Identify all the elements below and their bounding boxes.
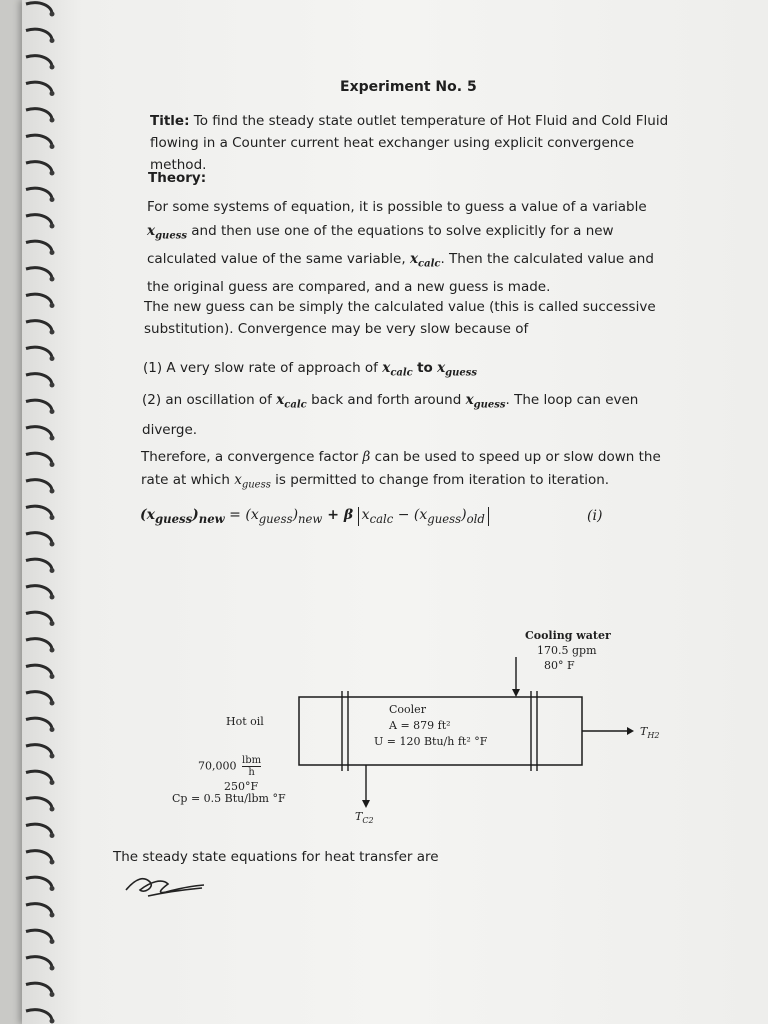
punch-hole [50,860,55,865]
hot-oil-cp: Cp = 0.5 Btu/lbm °F [172,792,286,805]
punch-hole [50,727,55,732]
spiral-coil [26,506,52,517]
punch-hole [50,91,55,96]
hot-oil-label: Hot oil [226,715,264,728]
theory-heading: Theory: [148,170,207,186]
spiral-coil [26,930,52,941]
spiral-coil [26,559,52,570]
spiral-coil [26,480,52,491]
punch-hole [50,409,55,414]
reason-item-1: (1) A very slow rate of approach of $x_{calc}$ to $x_{guess}$ [143,360,478,379]
spiral-coil [26,400,52,411]
cooling-water-temp: 80° F [544,659,575,672]
spiral-coil [26,639,52,650]
para1-text-a: For some systems of equation, it is possible to guess a value of a variable [147,199,647,215]
punch-hole [50,621,55,626]
spiral-coil [26,586,52,597]
closing-line: The steady state equations for heat transfer are [113,849,439,865]
x-guess-symbol: $x_{guess}$ [147,222,187,242]
punch-hole [50,489,55,494]
spiral-coil [26,453,52,464]
spiral-coil [26,798,52,809]
punch-hole [50,38,55,43]
punch-hole [50,595,55,600]
cooling-water-flow: 170.5 gpm [537,644,597,657]
punch-hole [50,1019,55,1024]
spiral-coil [26,215,52,226]
punch-hole [50,701,55,706]
punch-hole [50,118,55,123]
punch-hole [50,144,55,149]
para1-text-c: . Then the calculated value and the original guess are compared, and a new guess is made. [147,250,654,295]
theory-paragraph-2: The new guess can be simply the calculated value (this is called successive substitution). Convergence may be very slow because of [144,299,656,337]
title-label: Title: [150,113,190,129]
experiment-title: Experiment No. 5 [340,79,477,95]
punch-hole [50,436,55,441]
spiral-coil [26,427,52,438]
cooling-water-label: Cooling water [525,629,611,642]
punch-hole [50,197,55,202]
spiral-coil [26,877,52,888]
punch-hole [50,833,55,838]
cooler-label: Cooler [389,703,426,716]
punch-hole [50,303,55,308]
reason-item-2: (2) an oscillation of $x_{calc}$ back and forth around $x_{guess}$. The loop can even diverge. [142,392,639,438]
spiral-coil [26,135,52,146]
spiral-coil [26,241,52,252]
spiral-coil [26,3,52,14]
punch-hole [50,277,55,282]
spiral-coil [26,294,52,305]
theory-paragraph-1 [147,196,677,299]
heat-exchanger-diagram [162,625,682,830]
spiral-coil [26,983,52,994]
punch-hole [50,966,55,971]
spiral-coil [26,347,52,358]
hot-oil-flow: 70,000 lbm h [198,755,262,778]
punch-hole [50,913,55,918]
punch-hole [50,992,55,997]
theory-paragraph-3: Therefore, a convergence factor β can be used to speed up or slow down the rate at which $x_{guess}$ is permitted to change from iteration to iteration. [141,449,661,491]
x-calc-symbol: $x_{calc}$ [409,250,441,270]
spiral-binding [22,0,70,1024]
punch-hole [50,886,55,891]
punch-hole [50,171,55,176]
t-c2-label: $T_{C2}$ [355,810,374,826]
spiral-coil [26,1010,52,1021]
punch-hole [50,462,55,467]
spiral-coil [26,82,52,93]
spiral-coil [26,56,52,67]
punch-hole [50,568,55,573]
spiral-coil [26,612,52,623]
spiral-coil [26,109,52,120]
convergence-equation: $(x_{guess})_{new} = (x_{guess})_{new} + \beta$ $x_{calc} - (x_{guess})_{old}$ [140,507,610,526]
spiral-coil [26,533,52,544]
punch-hole [50,224,55,229]
spiral-coil [26,29,52,40]
punch-hole [50,356,55,361]
notebook-page [22,0,768,1024]
equation-number: (i) [587,508,603,524]
spiral-coil [26,745,52,756]
punch-hole [50,939,55,944]
punch-hole [50,542,55,547]
signature-mark [122,872,212,902]
spiral-coil [26,374,52,385]
spiral-coil [26,321,52,332]
spiral-coil [26,188,52,199]
spiral-coil [26,162,52,173]
spiral-coil [26,665,52,676]
punch-hole [50,383,55,388]
spiral-coil [26,771,52,782]
punch-hole [50,12,55,17]
punch-hole [50,648,55,653]
punch-hole [50,780,55,785]
title-text: To find the steady state outlet temperature of Hot Fluid and Cold Fluid flowing in a Counter current heat exchanger using explicit convergence method. [150,113,669,173]
spiral-coil [26,692,52,703]
cooler-area: A = 879 ft² [389,719,451,732]
spiral-coil [26,851,52,862]
para1-text-b: and then use one of the equations to solve explicitly for a new calculated value of the same variable, [147,222,614,267]
punch-hole [50,807,55,812]
spiral-coil [26,904,52,915]
hot-oil-temp: 250°F [224,780,259,793]
spiral-coil [26,268,52,279]
punch-hole [50,674,55,679]
spiral-coil [26,957,52,968]
spiral-coil [26,824,52,835]
cooler-u-value: U = 120 Btu/h ft² °F [374,735,488,748]
punch-hole [50,515,55,520]
punch-hole [50,250,55,255]
t-h2-label: $T_{H2}$ [640,725,660,741]
punch-hole [50,330,55,335]
punch-hole [50,65,55,70]
punch-hole [50,754,55,759]
spiral-coil [26,718,52,729]
